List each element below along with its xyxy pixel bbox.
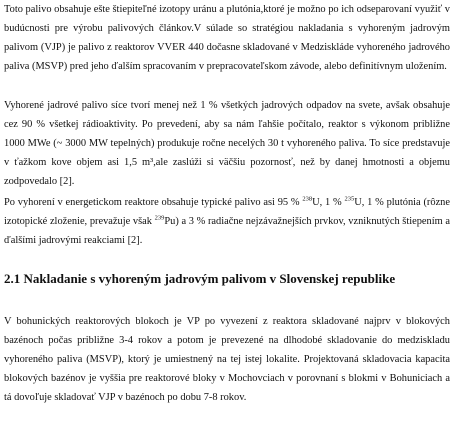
paragraph-spent-fuel-storage: Toto palivo obsahuje ešte štiepiteľné izotopy uránu a plutónia,ktoré je možno po ich odseparovaní využiť v budúcnosti pre výrobu palivových článkov.V súlade so stratégiou nakladania s vyhoreným jadrovým palivom (VJP) je palivo z reaktorov VVER 440 dočasne skladované v Medziskláde vyhoreného jadrového paliva (MSVP) pred jeho ďalším spracovaním v prepracovateľskom závode, alebo definitívnym uložením. bbox=[4, 4, 450, 72]
composition-text: U, 1 % plutónia (rôzne izotopické zloženie, prevažuje však bbox=[4, 197, 450, 227]
composition-text: Po vyhorení v energetickom reaktore obsahuje typické palivo asi 95 % bbox=[4, 197, 303, 208]
paragraph-bohunice-storage: V bohunických reaktorových blokoch je VP po vyvezení z reaktora skladované najprv v blokových bazénoch počas približne 3-4 rokov a potom je prevezené na dlhodobé skladovanie do medziskladu vyhoreného paliva (MSVP), ktorý je umiestnený na tej istej lokalite. Projektovaná skladovacia kapacita blokových bazénov je vyššia pre reaktorové bloky v Mochovciach v porovnaní s blokmi v Bohuniciach a tá dovoľuje skladovať VJP v bazénoch po dobu 7-8 rokov. bbox=[4, 316, 450, 403]
composition-text: U, 1 % bbox=[312, 197, 345, 208]
paragraph-radioactivity: Vyhorené jadrové palivo síce tvorí menej než 1 % všetkých jadrových odpadov na svete, avšak obsahuje cez 90 % všetkej rádioaktivity. Po prevedení, aby sa nám ľahšie počítalo, reaktor s výkonom približne 1000 MWe (~ 3000 MW tepelných) produkuje ročne necelých 30 t vyhoreného paliva. To síce predstavuje v ťažkom kove objem asi 1,5 m³,ale zaslúži si väčšiu pozornosť, než by danej hmotnosti a objemu zodpovedalo [2]. bbox=[4, 100, 450, 187]
isotope-mass-239: 239 bbox=[154, 214, 165, 222]
paragraph-fuel-composition bbox=[4, 193, 450, 250]
isotope-mass-238: 238 bbox=[302, 195, 313, 203]
section-heading: 2.1 Nakladanie s vyhoreným jadrovým palivom v Slovenskej republike bbox=[4, 271, 396, 286]
composition-text: Pu) a 3 % radiačne nejzávažnejších prvkov, vzniknutých štiepením a ďalšími jadrovými reakciami [2]. bbox=[4, 216, 450, 246]
isotope-mass-235: 235 bbox=[344, 195, 355, 203]
